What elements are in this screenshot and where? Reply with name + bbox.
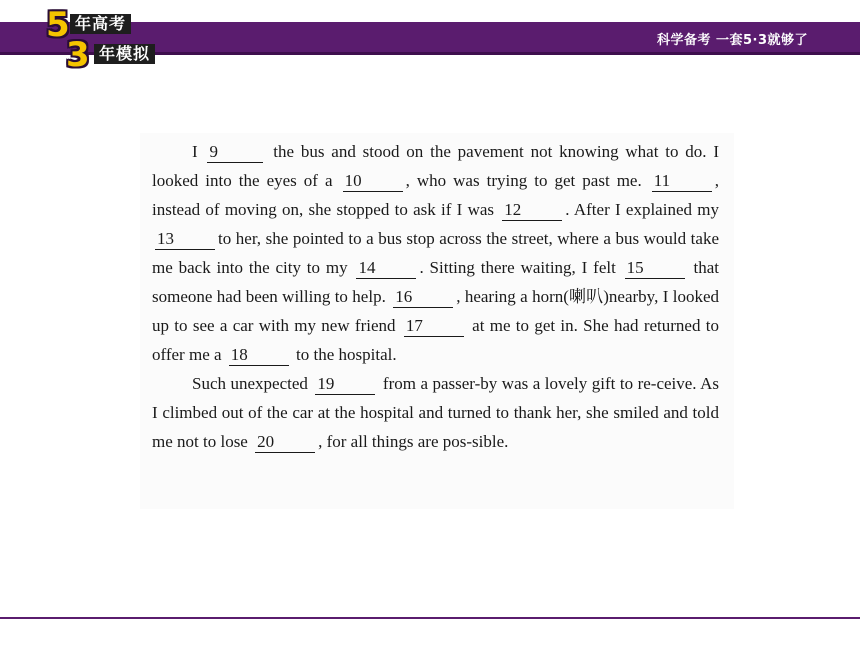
cloze-passage [140, 133, 734, 509]
logo-number-3: 3 [66, 35, 90, 75]
brand-logo [46, 5, 166, 75]
blank-19: 19 [315, 374, 375, 395]
blank-12: 12 [502, 200, 562, 221]
blank-16: 16 [393, 287, 453, 308]
passage-text: that someone had been willing to help. [152, 258, 720, 306]
passage-text: at me to get in. She had returned to offer me a [152, 316, 720, 364]
blank-15: 15 [625, 258, 685, 279]
logo-text-gaokao: 年高考 [70, 14, 131, 34]
passage-text: , hearing a horn(喇叭)nearby, I looked up to see a car with my new friend [152, 287, 719, 335]
passage-text: . After I explained my [565, 200, 719, 219]
passage-text: the bus and stood on the pavement not knowing what to do. I looked into the eyes of a [152, 142, 720, 190]
passage-text: from a passer-by was a lovely gift to re-ceive. As I climbed out of the car at the hospital and turned to thank her, she smiled and told me not to lose [152, 374, 720, 451]
blank-11: 11 [652, 171, 712, 192]
logo-text-moni: 年模拟 [94, 44, 155, 64]
passage-text: Such unexpected [192, 374, 308, 393]
blank-18: 18 [229, 345, 289, 366]
passage-paragraph-1 [152, 137, 719, 369]
blank-10: 10 [343, 171, 403, 192]
blank-13: 13 [155, 229, 215, 250]
blank-20: 20 [255, 432, 315, 453]
passage-text: , for all things are pos-sible. [318, 432, 509, 451]
blank-17: 17 [404, 316, 464, 337]
passage-text: , instead of moving on, she stopped to ask if I was [152, 171, 719, 219]
passage-paragraph-2 [152, 369, 719, 456]
header-slogan: 科学备考 一套5·3就够了 [656, 33, 808, 48]
blank-9: 9 [207, 142, 263, 163]
passage-text: . Sitting there waiting, I felt [419, 258, 616, 277]
passage-text: to the hospital. [296, 345, 397, 364]
passage-text: I [192, 142, 198, 161]
footer-divider [0, 617, 860, 619]
logo-number-5: 5 [46, 5, 70, 45]
blank-14: 14 [356, 258, 416, 279]
passage-text: , who was trying to get past me. [405, 171, 642, 190]
passage-text: to her, she pointed to a bus stop across the street, where a bus would take me back into the city to my [152, 229, 719, 277]
